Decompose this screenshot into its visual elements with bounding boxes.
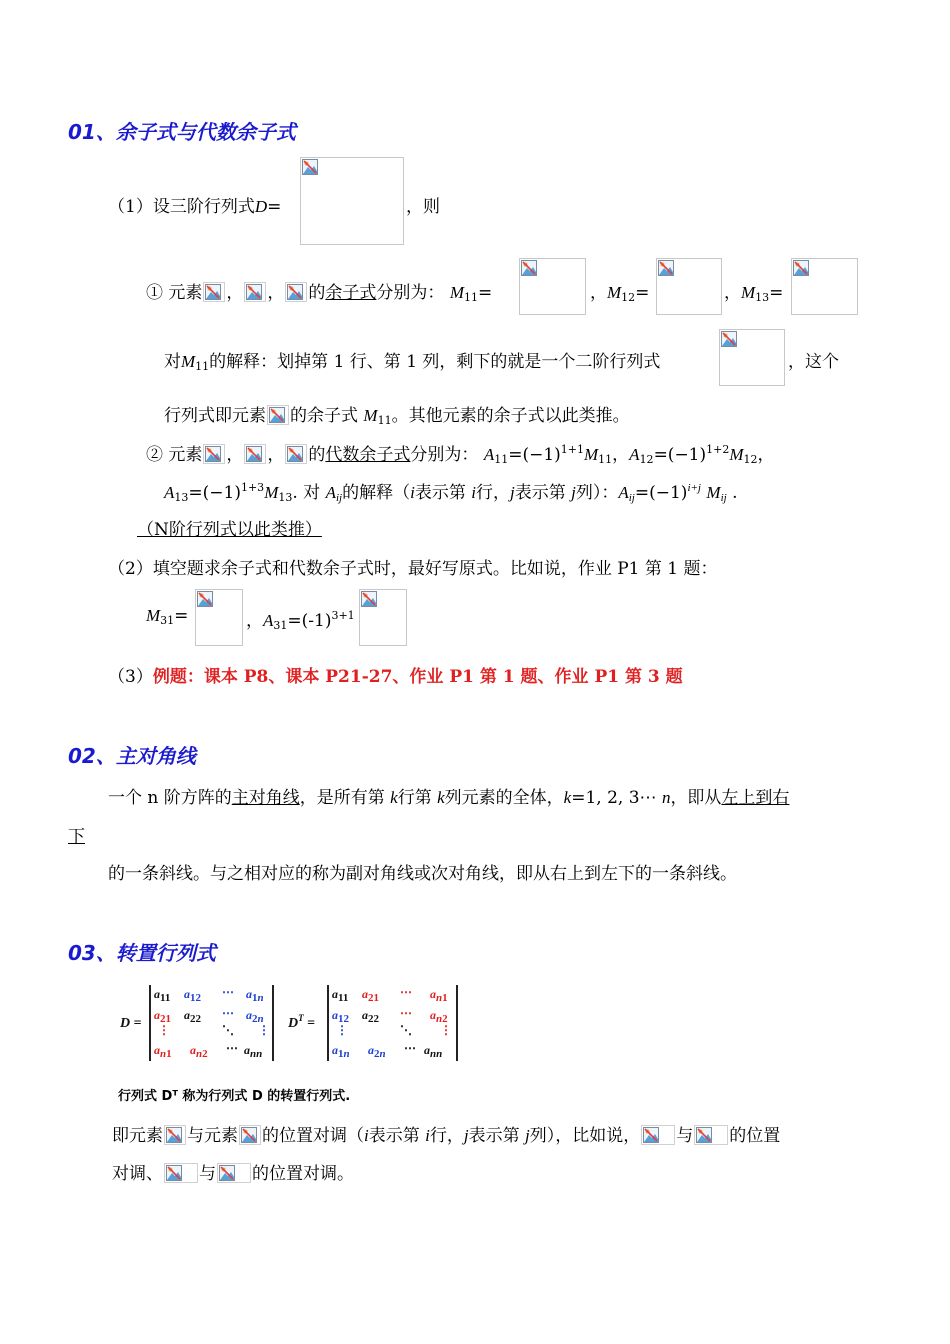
explanation-line-2: 行列式即元素 的余子式 $M_{11}$。其他元素的余子式以此类推。 xyxy=(164,406,630,427)
element-image-icon xyxy=(239,1125,261,1145)
underline-term: 余子式 xyxy=(325,283,377,303)
diagonal-line-2: 下 xyxy=(68,827,85,847)
m12-image-placeholder xyxy=(656,258,722,315)
paragraph-3: （3）例题：课本 P8、课本 P21-27、作业 P1 第 1 题、作业 P1 第 3 题 xyxy=(108,667,683,687)
broken-image-icon xyxy=(269,407,285,423)
broken-image-icon xyxy=(361,591,377,607)
paragraph-1-tail: ，则 xyxy=(406,197,440,217)
element-image-icon xyxy=(203,444,225,464)
m12-label: ，$M_{12}=$ xyxy=(590,283,650,304)
broken-image-icon xyxy=(287,284,303,300)
paragraph-1: （1）设三阶行列式D= xyxy=(108,197,282,217)
section-title-01: 01、余子式与代数余子式 xyxy=(68,120,296,144)
underline-term: 代数余子式 xyxy=(325,445,411,465)
element-image-icon xyxy=(203,282,225,302)
broken-image-icon xyxy=(166,1165,182,1181)
broken-image-icon xyxy=(197,591,213,607)
broken-image-icon xyxy=(219,1165,235,1181)
second-order-image-placeholder xyxy=(719,329,785,386)
m31-label: $M_{31}=$ xyxy=(146,606,189,627)
transpose-line-2: 对调、 与 的位置对调。 xyxy=(112,1164,354,1184)
a31-image-placeholder xyxy=(359,589,407,646)
broken-image-icon xyxy=(658,260,674,276)
element-image-icon xyxy=(694,1125,728,1145)
section-title-02: 02、主对角线 xyxy=(68,744,196,768)
explanation-line-1: 对$M_{11}$的解释：划掉第 1 行、第 1 列，剩下的就是一个二阶行列式 xyxy=(164,352,661,373)
broken-image-icon xyxy=(302,159,318,175)
broken-image-icon xyxy=(696,1127,712,1143)
element-image-icon xyxy=(164,1125,186,1145)
broken-image-icon xyxy=(241,1127,257,1143)
diagonal-line-3: 的一条斜线。与之相对应的称为副对角线或次对角线，即从右上到左下的一条斜线。 xyxy=(108,864,737,884)
cofactor-line-3: $A_{13}=(-1)^{1+3}M_{13}$. 对 $A_{ij}$的解释（i表示第 i行，j表示第 j列）：$A_{ij}=(-1)^{i+j}$ $M_{ij}$ . xyxy=(164,481,738,504)
broken-image-icon xyxy=(205,446,221,462)
explanation-tail: ，这个 xyxy=(788,352,839,372)
element-image-icon xyxy=(641,1125,675,1145)
element-image-icon xyxy=(267,405,289,425)
element-image-icon xyxy=(217,1163,251,1183)
m13-label: ，$M_{13}=$ xyxy=(724,283,784,304)
diagonal-line-1: 一个 n 阶方阵的主对角线，是所有第 k行第 k列元素的全体，k=1, 2, 3⋯ n，即从左上到右 xyxy=(108,788,790,808)
element-image-icon xyxy=(285,444,307,464)
broken-image-icon xyxy=(643,1127,659,1143)
transpose-caption: 行列式 Dᵀ 称为行列式 D 的转置行列式. xyxy=(118,1089,351,1104)
element-image-icon xyxy=(164,1163,198,1183)
transpose-figure: D = $a_{11}$ $a_{12}$ ⋯ $a_{1n}$ $a_{21}$ $a_{22}$ ⋯ $a_{2n}$ ⋮ ⋱ ⋮ $a_{n1}$ $a_{n2}$ ⋯ $a_{nn}$ $D^T$ = $a_{11}$ $a_{21}$ ⋯ $a_{n1}$ $a_{12}$ $a_{22}$ ⋯ $a_{n2}$ ⋮ ⋱ ⋮ $a_{1n}$ $a_{2n}$ ⋯ $a_{nn}$ xyxy=(118,983,463,1063)
broken-image-icon xyxy=(793,260,809,276)
element-image-icon xyxy=(244,444,266,464)
cofactor-line-2: ② 元素 ， ， 的代数余子式分别为： $A_{11}=(-1)^{1+1}M_{11}$，$A_{12}=(-1)^{1+2}M_{12}$， xyxy=(146,443,775,466)
element-image-icon xyxy=(285,282,307,302)
section-title-03: 03、转置行列式 xyxy=(68,941,216,965)
broken-image-icon xyxy=(721,331,737,347)
m13-image-placeholder xyxy=(791,258,858,315)
element-image-icon xyxy=(244,282,266,302)
examples-red-text: 例题：课本 P8、课本 P21-27、作业 P1 第 1 题、作业 P1 第 3 题 xyxy=(152,667,683,687)
broken-image-icon xyxy=(521,260,537,276)
broken-image-icon xyxy=(246,446,262,462)
broken-image-icon xyxy=(287,446,303,462)
broken-image-icon xyxy=(246,284,262,300)
paragraph-2: （2）填空题求余子式和代数余子式时，最好写原式。比如说，作业 P1 第 1 题： xyxy=(108,559,718,579)
determinant-image-placeholder xyxy=(300,157,404,245)
m31-image-placeholder xyxy=(195,589,243,646)
broken-image-icon xyxy=(205,284,221,300)
n-order-note: （N阶行列式以此类推） xyxy=(137,520,322,540)
m11-image-placeholder xyxy=(519,258,586,315)
broken-image-icon xyxy=(166,1127,182,1143)
transpose-line-1: 即元素 与元素 的位置对调（i表示第 i行，j表示第 j列），比如说， 与 的位置 xyxy=(112,1126,781,1146)
a31-label: ，$A_{31}=(-1)^{3+1}$ xyxy=(246,609,355,632)
cofactor-line-1: ① 元素 ， ， 的余子式分别为： $M_{11}=$ xyxy=(146,283,493,304)
